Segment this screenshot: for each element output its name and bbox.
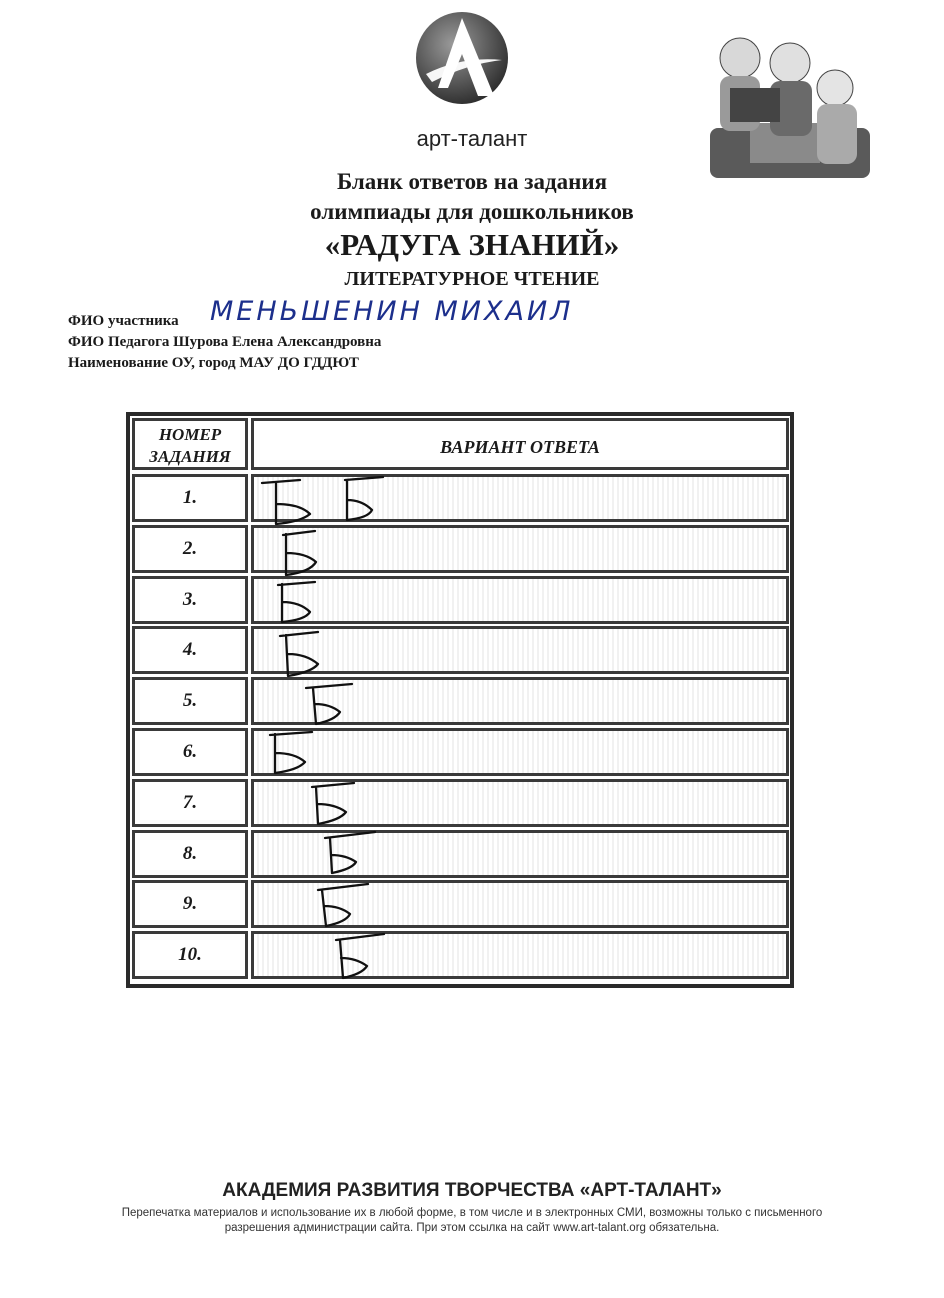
teacher-line: ФИО Педагога Шурова Елена Александровна	[68, 334, 382, 350]
olympiad-title: «РАДУГА ЗНАНИЙ»	[324, 227, 620, 262]
task-number-cell: 2.	[132, 525, 248, 573]
answer-cell[interactable]	[251, 677, 789, 725]
header-answer: ВАРИАНТ ОТВЕТА	[251, 418, 789, 470]
answer-cell[interactable]	[251, 728, 789, 776]
footer-copyright-notice: Перепечатка материалов и использование их в любой форме, в том числе и в электронных СМИ, возможны только с письменного разрешения администрации сайта. При этом ссылка на сайт www.art-talant.org обязательна.	[121, 1207, 823, 1234]
answer-cell[interactable]	[251, 474, 789, 522]
answer-cell[interactable]	[251, 626, 789, 674]
participant-label: ФИО участника	[68, 313, 179, 329]
school-line: Наименование ОУ, город МАУ ДО ГДДЮТ	[68, 355, 359, 371]
answer-cell[interactable]	[251, 525, 789, 573]
answer-cell[interactable]	[251, 931, 789, 979]
task-number-cell: 6.	[132, 728, 248, 776]
participant-name-handwritten: МЕНЬШЕНИН МИХАИЛ	[210, 296, 574, 327]
task-number-cell: 7.	[132, 779, 248, 827]
task-number-cell: 1.	[132, 474, 248, 522]
answer-cell[interactable]	[251, 880, 789, 928]
form-title-line2: олимпиады для дошкольников	[310, 199, 634, 224]
answer-cell[interactable]	[251, 779, 789, 827]
task-number-cell: 10.	[132, 931, 248, 979]
task-number-cell: 4.	[132, 626, 248, 674]
brand-name: арт-талант	[416, 126, 528, 151]
children-illustration	[690, 28, 890, 188]
task-number-cell: 8.	[132, 830, 248, 878]
art-talant-logo-icon	[412, 8, 512, 108]
footer-academy-title: АКАДЕМИЯ РАЗВИТИЯ ТВОРЧЕСТВА «АРТ-ТАЛАНТ»	[222, 1180, 722, 1201]
subject-title: ЛИТЕРАТУРНОЕ ЧТЕНИЕ	[344, 268, 600, 290]
answer-cell[interactable]	[251, 830, 789, 878]
header-task-number: НОМЕР ЗАДАНИЯ	[132, 418, 248, 470]
answer-cell[interactable]	[251, 576, 789, 624]
form-title-line1: Бланк ответов на задания	[336, 169, 608, 194]
task-number-cell: 5.	[132, 677, 248, 725]
task-number-cell: 9.	[132, 880, 248, 928]
task-number-cell: 3.	[132, 576, 248, 624]
